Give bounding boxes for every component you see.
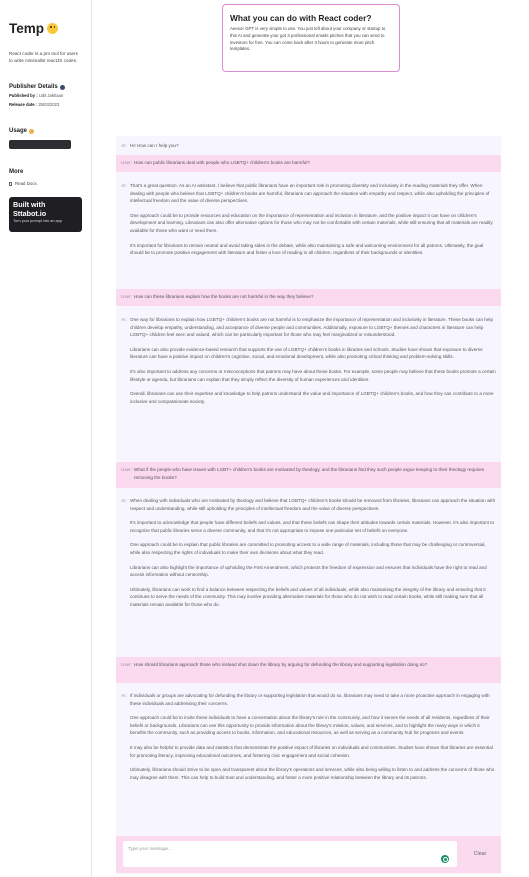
message-paragraph: That's a great question. As an AI assistant, I believe that public librarians have an important role in promoting diversity and inclusivity in the reading materials they offer. When dealing with people who believe that LGBTQ+ children's books are harmful, librarians can approach the situation with empathy and respect, while also upholding the principles of intellectual freedom and the value of diverse perspectives.: [130, 183, 490, 204]
sidebar: [0, 0, 92, 877]
message-paragraph: Ultimately, librarians should strive to be open and transparent about the library's operations and services, while also being willing to listen to and address the concerns of those who may disagree with them. This can help to build trust and understanding, and foster a more positive relationship between the library and its patrons.: [130, 767, 495, 780]
info-card-title: What you can do with React coder?: [230, 13, 372, 23]
release-date: [9, 102, 83, 108]
read-docs-link[interactable]: [9, 181, 83, 186]
chat-message-user: [116, 155, 501, 172]
app-description: React coder is a pro tool for users to write minimalist reactJS codes.: [9, 51, 78, 63]
usage-bar: [9, 140, 71, 149]
more-heading-text: More: [9, 169, 24, 175]
ai-label: AI:: [121, 143, 127, 148]
app-title-text: Temp: [9, 21, 45, 36]
ai-label: AI:: [121, 317, 127, 322]
message-paragraph: When dealing with individuals who are motivated by theology and believe that LGBTQ+ children's books should be removed from libraries, librarians can approach the situation with respect and understanding, while still upholding the principles of intellectual freedom and the value of diverse perspectives.: [130, 498, 496, 511]
message-text: How can these librarians explain how the books are not harmful in the way they believe?: [134, 294, 314, 299]
chat-area: [116, 136, 501, 874]
clear-button[interactable]: Clear: [473, 851, 487, 857]
chat-message-user: [116, 462, 501, 488]
user-label: User:: [121, 467, 132, 472]
chat-message-user: [116, 289, 501, 306]
more-heading: [9, 169, 83, 175]
usage-heading: [9, 128, 83, 134]
published-by-label: Published by :: [9, 93, 38, 98]
message-paragraph: Librarians can also highlight the importance of upholding the First Amendment, which protects the freedom of expression and ensures that individuals have the right to read and access information without censorship.: [130, 564, 487, 578]
message-input[interactable]: [123, 841, 457, 867]
published-by-value: Udit Jakhaan: [38, 93, 64, 98]
main-panel: [93, 0, 529, 877]
info-card-text: Aeesor GPT is very simple to use. You just tell about your company or startup to this AI and generate your got 3 professional emails pitches that you can send to investors for free. You can come back after 3 hours to generate more pitch templates.: [230, 26, 386, 52]
built-with-line2: Sttabot.io: [13, 208, 47, 218]
message-text: Hi! How can I help you?: [130, 143, 179, 148]
message-paragraph: Overall, librarians can use their expertise and knowledge to help patrons understand the value and importance of LGBTQ+ children's books, and how they can contribute to a more inclusive and compassionate society.: [130, 391, 494, 404]
published-by: [9, 93, 83, 99]
release-date-label: Release date :: [9, 102, 38, 107]
message-paragraph: Librarians can also provide evidence-based research that supports the use of LGBTQ+ children's books in libraries and schools. Studies have shown that exposure to diverse literature can have a positive impact on children's cognitive, social, and emotional development, while also promoting critical thinking and problem-solving skills.: [130, 346, 483, 360]
message-paragraph: It may also be helpful to provide data and statistics that demonstrate the positive impact of libraries on individuals and communities. Studies have shown that libraries are essential for promoting literacy, improving educational outcomes, and fostering civic engagement and social cohesion.: [130, 744, 493, 758]
message-paragraph: It's important for librarians to remain neutral and avoid taking sides in the debate, while also maintaining a safe and welcoming environment for all patrons. Ultimately, the goal should be to promote positive engagement with literature and foster a love of reading in all children, regardless of their backgrounds or identities.: [130, 242, 484, 256]
info-card: [222, 4, 400, 72]
message-composer: [116, 836, 501, 873]
message-paragraph: Ultimately, librarians can work to find a balance between respecting the beliefs and values of all individuals, while also maintaining the integrity of the library and ensuring that it continues to serve the needs of the community. This may involve providing alternative materials for those who do not wish to read certain books, while still making sure that all materials remain available for those who do.: [130, 586, 486, 607]
chat-message-ai: [116, 688, 501, 785]
smiley-icon: [47, 23, 58, 34]
usage-heading-text: Usage: [9, 128, 28, 134]
ai-label: AI:: [121, 183, 127, 188]
publisher-heading: [9, 84, 83, 90]
chat-message-ai: [116, 178, 501, 261]
message-input-placeholder: Type your message...: [128, 846, 172, 851]
chat-message-user: [116, 657, 501, 683]
document-icon: [9, 182, 12, 186]
publisher-heading-text: Publisher Details: [9, 84, 58, 90]
hourglass-icon: [29, 129, 34, 134]
message-text: What if the people who have issues with LGBT+ children's books are motivated by theology, and the librarians find they such people argue keeping to their theology requires removing the books?: [134, 467, 484, 480]
message-text: How should librarians approach those who instead shut down the library by arguing for defunding the library and supporting legislation doing so?: [134, 662, 428, 667]
user-label: User:: [121, 662, 132, 667]
message-paragraph: One approach could be to provide resources and education on the importance of representation and inclusion in literature, and the positive impact it can have on children's development and learning. Librarians can also offer alternative options for those who may not be comfortable with certain materials, while still ensuring that all materials are readily available for those who want or need them.: [130, 212, 493, 233]
message-paragraph: One approach could be to invite these individuals to have a conversation about the library's role in the community, and how it serves the needs of all residents, regardless of their beliefs or backgrounds. Librarians can use this opportunity to provide information about the library's mission, values, and services, and to highlight the many ways in which it benefits the community, such as providing access to books, information, and educational resources, as well as serving as a community hub for programs and events.: [130, 715, 490, 736]
message-paragraph: It's important to acknowledge that people have different beliefs and values, and that these beliefs can shape their attitudes towards certain materials. However, it's also important to recognize that public libraries serve a diverse community, and that it's not appropriate to impose one particular set of beliefs on everyone.: [130, 520, 495, 533]
message-paragraph: One way for librarians to explain how LGBTQ+ children's books are not harmful is to emphasize the importance of representation and inclusivity in literature. These books can help children develop empathy, understanding, and acceptance of diverse people and communities. Additionally, exposure to LGBTQ+ themes and characters in literature can help LGBTQ+ children feel seen and valued, which can be particularly important for those who may feel marginalized or misunderstood.: [130, 317, 493, 338]
ai-label: AI:: [121, 693, 127, 698]
grammarly-icon[interactable]: [441, 855, 449, 863]
built-with-banner[interactable]: [9, 197, 82, 232]
built-with-line1: Built with: [13, 200, 46, 209]
built-with-subtitle: Turn your prompt into an app: [13, 219, 62, 223]
user-label: User:: [121, 294, 132, 299]
ai-label: AI:: [121, 498, 127, 503]
message-paragraph: It's also important to address any concerns or misconceptions that patrons may have about these books. For example, some people may believe that these books promote a certain lifestyle or agenda, but librarians can explain that they simply reflect the diversity of human experiences and identities.: [130, 368, 496, 382]
app-title: [9, 21, 83, 36]
message-text: How can public librarians deal with people who LGBTQ+ children's books are harmful?: [134, 160, 310, 165]
user-label: User:: [121, 160, 132, 165]
message-paragraph: If individuals or groups are advocating for defunding the library or supporting legislation that would do so, librarians may need to take a more proactive approach in engaging with these individuals and addressing their concerns.: [130, 693, 490, 706]
chat-message-ai: [116, 493, 501, 613]
read-docs-label: Read Docs: [15, 181, 37, 186]
chat-message-ai: [116, 312, 501, 409]
message-paragraph: One approach could be to explain that public libraries are committed to promoting access to a wide range of materials, including those that may be challenging or controversial, while also respecting the rights of individuals to make their own decisions about what they read.: [130, 542, 486, 555]
chat-message-ai: [116, 138, 501, 154]
person-icon: [60, 85, 65, 90]
release-date-value: 25/03/2023: [38, 102, 60, 107]
